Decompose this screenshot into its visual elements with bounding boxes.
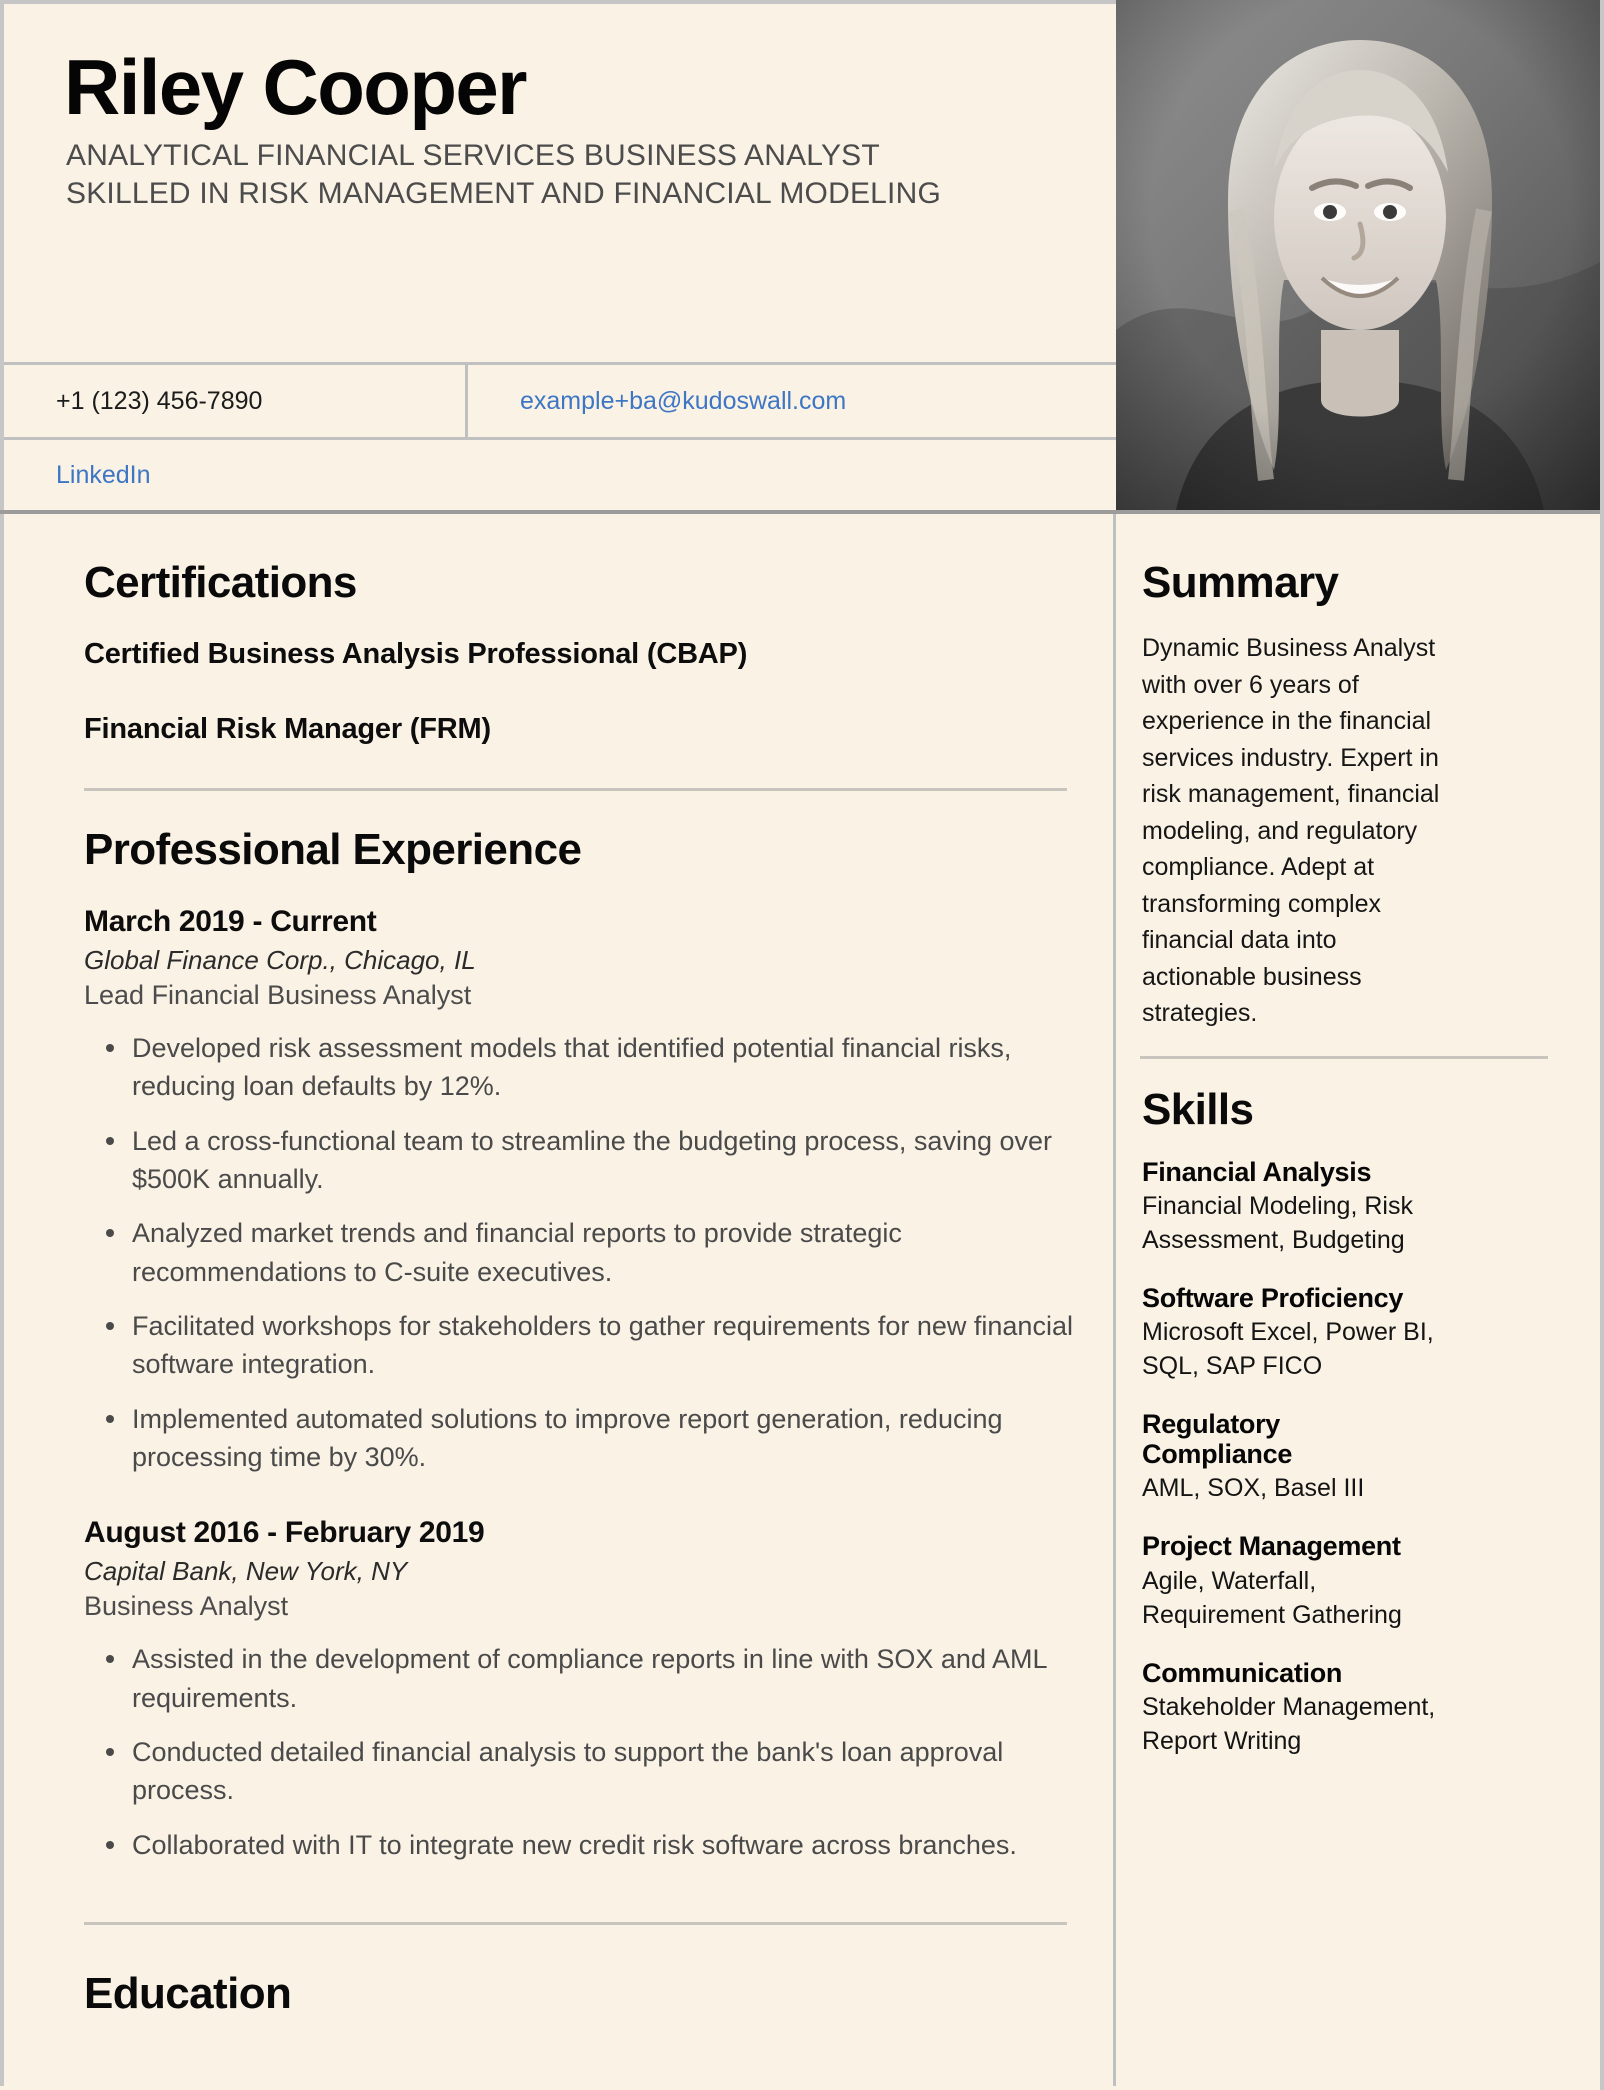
contact-row-primary bbox=[4, 362, 1116, 437]
skill-detail: Agile, Waterfall, Requirement Gathering bbox=[1142, 1566, 1402, 1629]
summary-text: Dynamic Business Analyst with over 6 years of experience in the financial services industry. Expert in risk management, financial modeling, and regulatory compliance. Adept at transforming complex financial data into actionable business strategies. bbox=[1142, 634, 1440, 1027]
section-divider bbox=[84, 788, 1067, 791]
job-bullet: Developed risk assessment models that identified potential financial risks, reducing loan defaults by 12%. bbox=[126, 1029, 1083, 1106]
header-band bbox=[0, 0, 1604, 510]
skill-detail: Financial Modeling, Risk Assessment, Budgeting bbox=[1142, 1191, 1413, 1254]
job-bullet: Facilitated workshops for stakeholders to gather requirements for new financial software integration. bbox=[126, 1307, 1083, 1384]
job-bullet-list bbox=[84, 1640, 1083, 1864]
main-column bbox=[0, 514, 1116, 2086]
page-title: Riley Cooper bbox=[64, 43, 526, 131]
job-bullet: Collaborated with IT to integrate new credit risk software across branches. bbox=[126, 1826, 1083, 1864]
job-bullet: Assisted in the development of compliance reports in line with SOX and AML requirements. bbox=[126, 1640, 1083, 1717]
skill-item bbox=[1142, 1409, 1462, 1505]
skill-name: Regulatory Compliance bbox=[1142, 1408, 1293, 1470]
skill-name: Communication bbox=[1142, 1657, 1343, 1688]
section-title-experience: Professional Experience bbox=[84, 825, 582, 874]
email-link[interactable]: example+ba@kudoswall.com bbox=[520, 386, 847, 415]
sidebar-divider bbox=[1140, 1056, 1548, 1059]
skill-detail: Microsoft Excel, Power BI, SQL, SAP FICO bbox=[1142, 1317, 1434, 1380]
job-title: Business Analyst bbox=[84, 1591, 289, 1622]
skill-name: Project Management bbox=[1142, 1531, 1401, 1562]
skill-name: Software Proficiency bbox=[1142, 1282, 1404, 1313]
linkedin-cell[interactable] bbox=[4, 440, 1116, 510]
section-title-education: Education bbox=[84, 1968, 292, 2018]
skill-item bbox=[1142, 1658, 1462, 1758]
job-bullet: Led a cross-functional team to streamline the budgeting process, saving over $500K annually. bbox=[126, 1122, 1083, 1199]
sidebar-column bbox=[1116, 514, 1604, 2086]
job-dates: March 2019 - Current bbox=[84, 905, 377, 938]
contact-row-secondary bbox=[4, 437, 1116, 510]
job-company: Capital Bank, New York, NY bbox=[84, 1556, 408, 1587]
experience-entry bbox=[84, 905, 1083, 1476]
section-title-certifications: Certifications bbox=[84, 558, 357, 607]
certification-item: Certified Business Analysis Professional (CBAP) bbox=[84, 638, 748, 670]
section-title-skills: Skills bbox=[1142, 1084, 1254, 1134]
job-bullet: Conducted detailed financial analysis to support the bank's loan approval process. bbox=[126, 1733, 1083, 1810]
skill-item bbox=[1142, 1531, 1462, 1631]
job-bullet-list bbox=[84, 1029, 1083, 1476]
linkedin-link[interactable]: LinkedIn bbox=[56, 460, 151, 489]
professional-headline: ANALYTICAL FINANCIAL SERVICES BUSINESS ANALYST SKILLED IN RISK MANAGEMENT AND FINANCIAL MODELING bbox=[66, 138, 941, 211]
skill-item bbox=[1142, 1157, 1462, 1257]
skill-detail: AML, SOX, Basel III bbox=[1142, 1474, 1365, 1503]
job-bullet: Implemented automated solutions to improve report generation, reducing processing time by 30%. bbox=[126, 1400, 1083, 1477]
page-right-edge bbox=[1600, 0, 1604, 2090]
job-dates: August 2016 - February 2019 bbox=[84, 1516, 485, 1550]
certification-item: Financial Risk Manager (FRM) bbox=[84, 713, 491, 745]
header-left bbox=[0, 0, 1116, 510]
avatar bbox=[1116, 0, 1604, 510]
job-company: Global Finance Corp., Chicago, IL bbox=[84, 945, 476, 975]
job-bullet: Analyzed market trends and financial reports to provide strategic recommendations to C-suite executives. bbox=[126, 1214, 1083, 1291]
identity-block bbox=[4, 4, 1116, 362]
section-divider bbox=[84, 1922, 1067, 1925]
email-address[interactable] bbox=[468, 365, 1116, 437]
job-title: Lead Financial Business Analyst bbox=[84, 980, 472, 1010]
skill-detail: Stakeholder Management, Report Writing bbox=[1142, 1692, 1436, 1755]
experience-entry bbox=[84, 1516, 1083, 1864]
content-band bbox=[0, 510, 1604, 2086]
skill-name: Financial Analysis bbox=[1142, 1156, 1372, 1187]
section-title-summary: Summary bbox=[1142, 558, 1339, 607]
phone-number[interactable]: +1 (123) 456-7890 bbox=[4, 365, 468, 437]
skill-item bbox=[1142, 1283, 1462, 1383]
